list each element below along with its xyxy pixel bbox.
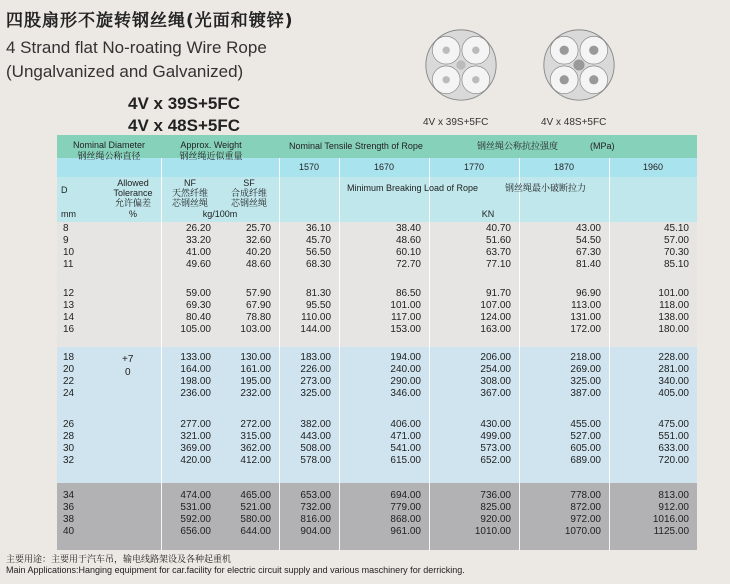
cell-breaking-load: 68.30: [305, 259, 331, 270]
cell-breaking-load: 101.00: [390, 300, 421, 311]
cell-breaking-load: 194.00: [390, 352, 421, 363]
cell-nf-weight: 133.00: [180, 352, 211, 363]
cell-breaking-load: 138.00: [658, 312, 689, 323]
cell-diameter: 38: [63, 514, 75, 525]
cell-breaking-load: 779.00: [390, 502, 421, 513]
cell-breaking-load: 920.00: [480, 514, 511, 525]
tolerance-zero: 0: [125, 367, 131, 378]
cell-breaking-load: 961.00: [390, 526, 421, 537]
cell-sf-weight: 315.00: [240, 431, 271, 442]
cell-breaking-load: 101.00: [658, 288, 689, 299]
cell-breaking-load: 1125.00: [653, 526, 689, 537]
cell-sf-weight: 57.90: [245, 288, 271, 299]
cell-sf-weight: 32.60: [245, 235, 271, 246]
cell-breaking-load: 689.00: [570, 455, 601, 466]
cell-nf-weight: 26.20: [185, 223, 211, 234]
cell-diameter: 20: [63, 364, 75, 375]
cell-breaking-load: 325.00: [570, 376, 601, 387]
cell-breaking-load: 67.30: [575, 247, 601, 258]
cell-diameter: 12: [63, 288, 75, 299]
cell-diameter: 28: [63, 431, 75, 442]
cell-breaking-load: 183.00: [300, 352, 331, 363]
header-nominal-diameter-cn: 钢丝绳公称直径: [77, 151, 141, 161]
cell-breaking-load: 45.10: [663, 223, 689, 234]
cell-breaking-load: 40.70: [485, 223, 511, 234]
cell-breaking-load: 240.00: [390, 364, 421, 375]
cell-breaking-load: 430.00: [480, 419, 511, 430]
cell-nf-weight: 49.60: [185, 259, 211, 270]
cell-breaking-load: 72.70: [395, 259, 421, 270]
cell-breaking-load: 91.70: [485, 288, 511, 299]
cell-breaking-load: 508.00: [300, 443, 331, 454]
cell-breaking-load: 904.00: [300, 526, 331, 537]
header-d: D: [61, 185, 68, 195]
grade-1960: 1960: [642, 162, 664, 172]
cell-breaking-load: 694.00: [390, 490, 421, 501]
cell-nf-weight: 656.00: [180, 526, 211, 537]
cell-sf-weight: 195.00: [240, 376, 271, 387]
cell-nf-weight: 33.20: [185, 235, 211, 246]
cell-breaking-load: 387.00: [570, 388, 601, 399]
cell-nf-weight: 59.00: [185, 288, 211, 299]
cell-diameter: 36: [63, 502, 75, 513]
cell-nf-weight: 164.00: [180, 364, 211, 375]
header-tensile-unit: (MPa): [590, 141, 615, 151]
header-sf-cn-1: 合成纤维: [230, 188, 267, 198]
cell-diameter: 8: [63, 223, 69, 234]
header-sf-cn-2: 芯钢丝绳: [230, 198, 267, 208]
cell-breaking-load: 455.00: [570, 419, 601, 430]
cell-breaking-load: 117.00: [391, 312, 421, 323]
cell-diameter: 40: [63, 526, 75, 537]
cell-breaking-load: 720.00: [658, 455, 689, 466]
header-tolerance-cn: 允许偏差: [114, 198, 151, 208]
cell-breaking-load: 77.10: [485, 259, 511, 270]
cell-sf-weight: 67.90: [245, 300, 271, 311]
cell-breaking-load: 254.00: [480, 364, 511, 375]
cell-breaking-load: 471.00: [390, 431, 421, 442]
header-sf: SF: [243, 178, 255, 188]
header-nf-cn-1: 天然纤维: [171, 188, 208, 198]
cell-nf-weight: 531.00: [180, 502, 211, 513]
cell-breaking-load: 605.00: [570, 443, 601, 454]
cell-breaking-load: 206.00: [480, 352, 511, 363]
header-approx-weight-cn: 钢丝绳近似重量: [179, 151, 243, 161]
cell-breaking-load: 732.00: [300, 502, 331, 513]
cell-breaking-load: 124.00: [480, 312, 511, 323]
cell-breaking-load: 816.00: [300, 514, 331, 525]
cell-breaking-load: 290.00: [390, 376, 421, 387]
cell-breaking-load: 382.00: [300, 419, 331, 430]
cell-breaking-load: 113.00: [571, 300, 601, 311]
cell-breaking-load: 118.00: [659, 300, 689, 311]
cell-nf-weight: 369.00: [180, 443, 211, 454]
cell-breaking-load: 269.00: [570, 364, 601, 375]
cell-breaking-load: 218.00: [570, 352, 601, 363]
cell-breaking-load: 228.00: [658, 352, 689, 363]
cell-breaking-load: 107.00: [480, 300, 511, 311]
cell-nf-weight: 198.00: [180, 376, 211, 387]
cell-diameter: 22: [63, 376, 75, 387]
cell-nf-weight: 592.00: [180, 514, 211, 525]
grade-1670: 1670: [373, 162, 395, 172]
header-nominal-diameter: Nominal Diameter: [72, 140, 146, 150]
cell-breaking-load: 36.10: [305, 223, 331, 234]
cell-nf-weight: 236.00: [180, 388, 211, 399]
spec-2: 4V x 48S+5FC: [128, 116, 240, 135]
header-kg: kg/100m: [202, 209, 238, 219]
cell-breaking-load: 95.50: [305, 300, 331, 311]
cell-diameter: 32: [63, 455, 75, 466]
cell-breaking-load: 615.00: [390, 455, 421, 466]
cell-breaking-load: 499.00: [480, 431, 511, 442]
cell-breaking-load: 825.00: [480, 502, 511, 513]
cell-breaking-load: 273.00: [300, 376, 331, 387]
header-mm: mm: [61, 209, 76, 219]
cell-breaking-load: 325.00: [300, 388, 331, 399]
cell-diameter: 13: [63, 300, 75, 311]
cell-breaking-load: 653.00: [300, 490, 331, 501]
rope-cross-section-48s-icon: [542, 28, 616, 102]
spec-1: 4V x 39S+5FC: [128, 94, 240, 113]
cell-sf-weight: 465.00: [240, 490, 271, 501]
cell-sf-weight: 644.00: [240, 526, 271, 537]
cell-sf-weight: 272.00: [240, 419, 271, 430]
rope-cross-section-39s-icon: [424, 28, 498, 102]
cell-breaking-load: 972.00: [570, 514, 601, 525]
cell-diameter: 14: [63, 312, 75, 323]
cell-sf-weight: 580.00: [240, 514, 271, 525]
cell-sf-weight: 25.70: [245, 223, 271, 234]
cell-breaking-load: 110.00: [301, 312, 331, 323]
cell-breaking-load: 367.00: [480, 388, 511, 399]
header-nf-cn-2: 芯钢丝绳: [171, 198, 208, 208]
header-allowed: Allowed: [117, 178, 149, 188]
cell-breaking-load: 96.90: [575, 288, 601, 299]
cell-diameter: 9: [63, 235, 69, 246]
cell-breaking-load: 56.50: [305, 247, 331, 258]
cell-sf-weight: 521.00: [240, 502, 271, 513]
cell-breaking-load: 60.10: [395, 247, 421, 258]
header-tolerance: Tolerance: [113, 188, 153, 198]
cell-breaking-load: 346.00: [390, 388, 421, 399]
cell-breaking-load: 1016.00: [652, 514, 689, 525]
cell-sf-weight: 48.60: [245, 259, 271, 270]
footer-en: Main Applications:Hanging equipment for car.facility for electric circuit supply and various maschinery for derricking.: [6, 565, 465, 575]
cell-breaking-load: 868.00: [390, 514, 421, 525]
cell-sf-weight: 362.00: [240, 443, 271, 454]
header-kn: KN: [481, 209, 495, 219]
cell-breaking-load: 405.00: [658, 388, 689, 399]
cell-breaking-load: 131.00: [570, 312, 601, 323]
cell-breaking-load: 63.70: [485, 247, 511, 258]
cell-diameter: 34: [63, 490, 75, 501]
rope-caption-1: 4V x 39S+5FC: [423, 117, 489, 128]
cell-nf-weight: 105.00: [180, 324, 211, 335]
cell-breaking-load: 38.40: [395, 223, 421, 234]
rope-caption-2: 4V x 48S+5FC: [541, 117, 607, 128]
cell-breaking-load: 226.00: [300, 364, 331, 375]
cell-breaking-load: 1010.00: [474, 526, 511, 537]
cell-sf-weight: 412.00: [240, 455, 271, 466]
cell-diameter: 18: [63, 352, 75, 363]
header-tensile: Nominal Tensile Strength of Rope: [289, 141, 423, 151]
cell-breaking-load: 736.00: [480, 490, 511, 501]
cell-breaking-load: 633.00: [658, 443, 689, 454]
cell-diameter: 24: [63, 388, 75, 399]
cell-breaking-load: 85.10: [663, 259, 689, 270]
title-en-line1: 4 Strand flat No-roating Wire Rope: [6, 38, 267, 57]
grade-1570: 1570: [298, 162, 320, 172]
cell-nf-weight: 80.40: [185, 312, 211, 323]
cell-diameter: 26: [63, 419, 75, 430]
cell-breaking-load: 57.00: [663, 235, 689, 246]
cell-breaking-load: 172.00: [570, 324, 601, 335]
cell-sf-weight: 78.80: [245, 312, 271, 323]
grade-1770: 1770: [463, 162, 485, 172]
footer-cn: 主要用途：主要用于汽车吊，输电线路架设及各种起重机: [6, 554, 232, 564]
cell-breaking-load: 48.60: [395, 235, 421, 246]
cell-nf-weight: 420.00: [180, 455, 211, 466]
cell-breaking-load: 1070.00: [564, 526, 601, 537]
cell-nf-weight: 41.00: [185, 247, 211, 258]
cell-breaking-load: 578.00: [300, 455, 331, 466]
cell-breaking-load: 527.00: [570, 431, 601, 442]
cell-sf-weight: 232.00: [240, 388, 271, 399]
cell-diameter: 10: [63, 247, 75, 258]
cell-breaking-load: 45.70: [305, 235, 331, 246]
grade-1870: 1870: [553, 162, 575, 172]
cell-sf-weight: 161.00: [240, 364, 271, 375]
cell-breaking-load: 406.00: [390, 419, 421, 430]
cell-breaking-load: 54.50: [575, 235, 601, 246]
header-min-break: Minimum Breaking Load of Rope: [347, 183, 479, 193]
header-nf: NF: [184, 178, 196, 188]
cell-breaking-load: 541.00: [390, 443, 421, 454]
cell-breaking-load: 308.00: [480, 376, 511, 387]
cell-breaking-load: 86.50: [395, 288, 421, 299]
cell-breaking-load: 153.00: [390, 324, 421, 335]
cell-breaking-load: 180.00: [658, 324, 689, 335]
cell-nf-weight: 277.00: [180, 419, 211, 430]
cell-diameter: 11: [63, 259, 74, 270]
title-en-line2: (Ungalvanized and Galvanized): [6, 62, 244, 81]
wire-rope-table: [57, 135, 697, 550]
cell-nf-weight: 321.00: [180, 431, 211, 442]
cell-nf-weight: 69.30: [185, 300, 211, 311]
cell-breaking-load: 70.30: [663, 247, 689, 258]
tolerance-plus: +7: [122, 354, 134, 365]
cell-diameter: 16: [63, 324, 75, 335]
title-cn: 四股扇形不旋转钢丝绳(光面和镀锌): [6, 11, 294, 31]
header-min-break-cn: 钢丝绳最小破断拉力: [505, 183, 587, 193]
header-approx-weight: Approx. Weight: [180, 140, 242, 150]
cell-breaking-load: 43.00: [575, 223, 601, 234]
cell-breaking-load: 144.00: [300, 324, 331, 335]
cell-diameter: 30: [63, 443, 75, 454]
cell-breaking-load: 51.60: [485, 235, 511, 246]
cell-breaking-load: 443.00: [300, 431, 331, 442]
cell-breaking-load: 652.00: [480, 455, 511, 466]
header-pct: %: [128, 209, 137, 219]
cell-breaking-load: 813.00: [658, 490, 689, 501]
cell-breaking-load: 81.40: [575, 259, 601, 270]
header-tensile-cn: 钢丝绳公称抗拉强度: [477, 141, 559, 151]
cell-breaking-load: 551.00: [658, 431, 689, 442]
cell-breaking-load: 475.00: [658, 419, 689, 430]
cell-breaking-load: 81.30: [305, 288, 331, 299]
cell-breaking-load: 281.00: [658, 364, 689, 375]
cell-sf-weight: 130.00: [240, 352, 271, 363]
cell-breaking-load: 778.00: [570, 490, 601, 501]
cell-breaking-load: 340.00: [658, 376, 689, 387]
cell-nf-weight: 474.00: [180, 490, 211, 501]
cell-breaking-load: 573.00: [480, 443, 511, 454]
cell-breaking-load: 163.00: [480, 324, 511, 335]
cell-breaking-load: 912.00: [658, 502, 689, 513]
cell-breaking-load: 872.00: [570, 502, 601, 513]
cell-sf-weight: 103.00: [240, 324, 271, 335]
cell-sf-weight: 40.20: [245, 247, 271, 258]
